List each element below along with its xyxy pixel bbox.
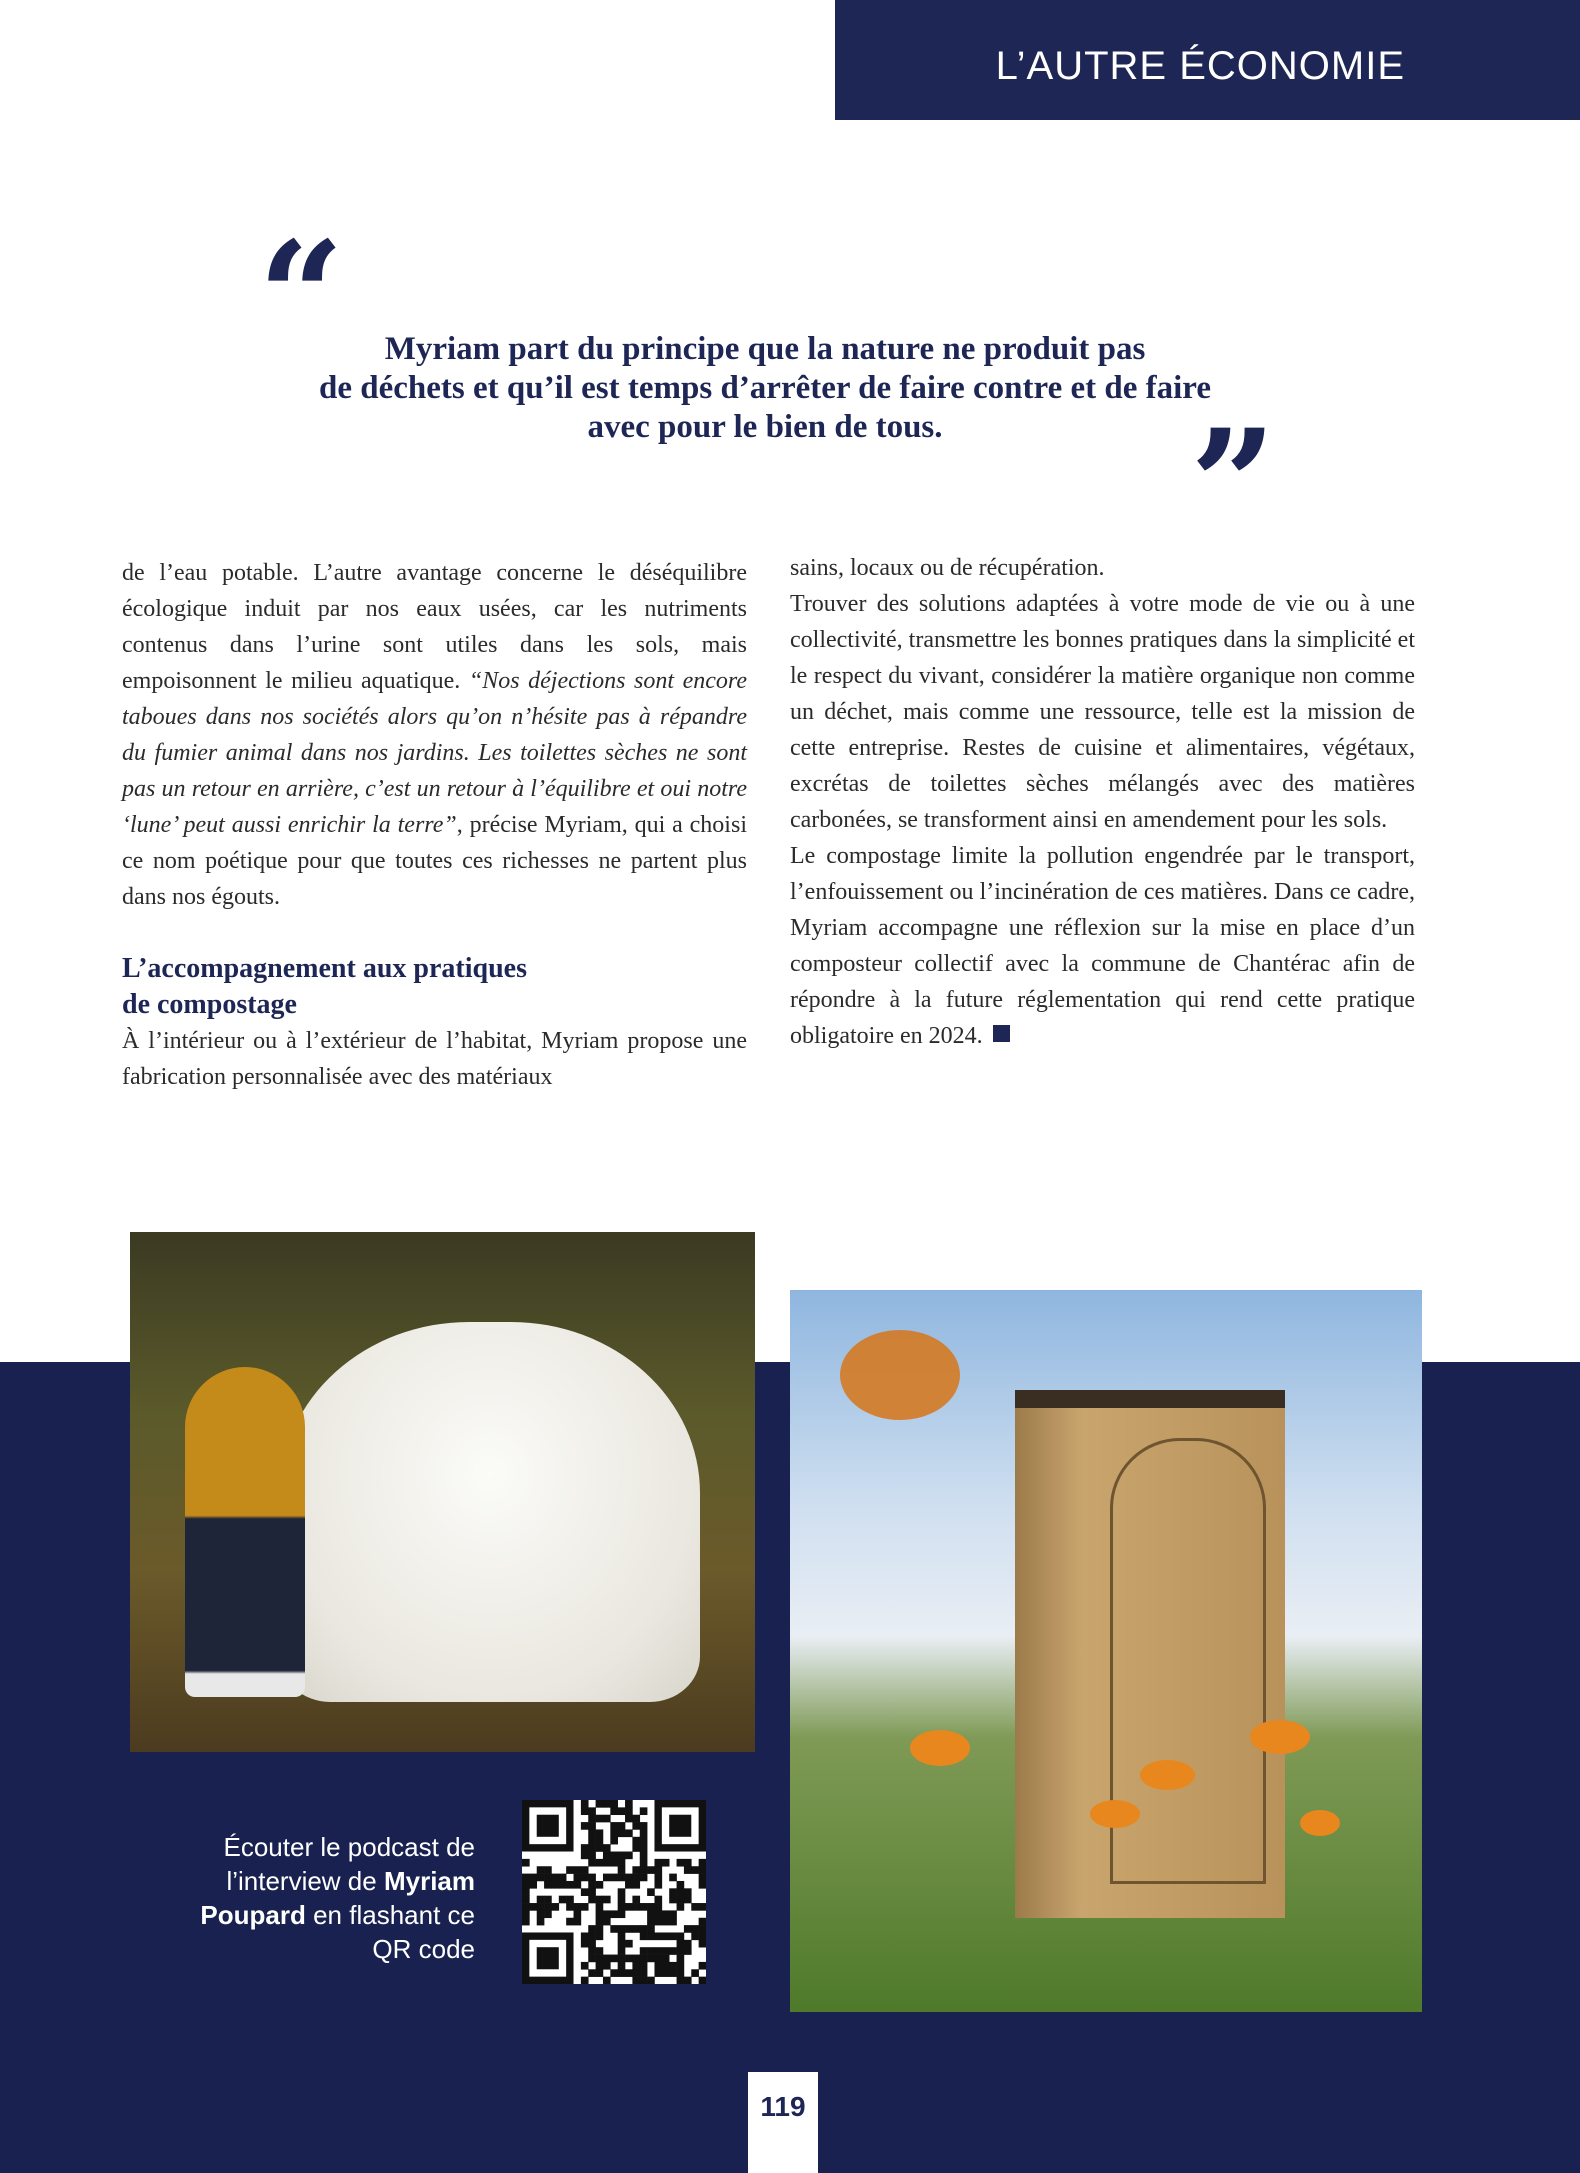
subheading-line-2: de compostage [122,989,297,1020]
podcast-caption-text: Écouter le podcast de l’interview de [223,1832,475,1896]
photo-woman-covering-composter [130,1232,755,1752]
page-number: 119 [748,2072,818,2173]
end-of-article-square-icon [993,1025,1010,1042]
white-sheet-shape [280,1322,700,1702]
wooden-cabin-shape [1015,1390,1285,1918]
paragraph [122,555,747,915]
article-subheading [122,951,747,1023]
poppy-flower-shape [910,1730,970,1766]
poppy-flower-shape [1300,1810,1340,1836]
section-banner [835,0,1580,120]
open-quote-mark-icon: “ [258,209,345,385]
quotation-italic: “Nos déjections sont encore taboues dans nos sociétés alors qu’on n’hésite pas à répandre du fumier animal dans nos jardins. Les toilettes sèches ne sont pas un retour en arrière, c’est un retour à l’équilibre et oui notre ‘lune’ peut aussi enrichir la terre” [122,668,747,838]
poppy-flower-shape [1250,1720,1310,1754]
paragraph: À l’intérieur ou à l’extérieur de l’habitat, Myriam propose une fabrication personnalisée avec des matériaux [122,1028,747,1090]
paragraph-text: de l’eau potable. L’autre avantage concerne le déséquilibre écologique induit par nos eaux usées, car les nutriments contenus dans l’urine sont utiles dans les sols, mais empoisonnent le milieu aquatique. [122,560,747,694]
qr-code-icon[interactable] [522,1800,706,1984]
photo-dry-toilet-cabin [790,1290,1422,2012]
article-column-left [122,555,747,1095]
poppy-flower-shape [840,1330,960,1420]
subheading-line-1: L’accompagnement aux pratiques [122,953,527,984]
pull-quote-line-1: Myriam part du principe que la nature ne produit pas [384,331,1146,367]
pull-quote-line-3: avec pour le bien de tous. [587,409,943,445]
close-quote-mark-icon: ” [1190,397,1277,573]
podcast-caption [155,1830,475,1966]
section-title: L’AUTRE ÉCONOMIE [995,44,1405,88]
paragraph-text: Le compostage limite la pollution engendrée par le transport, l’enfouissement ou l’incinération de ces matières. Dans ce cadre, Myriam accompagne une réflexion sur la mise en place d’un composteur collectif avec la commune de Chantérac afin de répondre à la future réglementation qui rend cette pratique obligatoire en 2024. [790,843,1415,1049]
paragraph: Trouver des solutions adaptées à votre mode de vie ou à une collectivité, transmettre les bonnes pratiques dans la simplicité et le respect du vivant, considérer la matière organique non comme un déchet, mais comme une ressource, telle est la mission de cette entreprise. Restes de cuisine et alimentaires, végétaux, excrétas de toilettes sèches mélangés avec des matières carbonées, se transforment ainsi en amendement pour les sols. [790,591,1415,833]
poppy-flower-shape [1090,1800,1140,1828]
podcast-caption-text: en flashant ce QR code [305,1900,475,1964]
pull-quote [250,330,1280,447]
poppy-flower-shape [1140,1760,1195,1790]
pull-quote-line-2: de déchets et qu’il est temps d’arrêter de faire contre et de faire [319,370,1211,406]
paragraph: sains, locaux ou de récupération. [790,555,1105,581]
article-column-right [790,550,1415,1054]
podcast-guest-name: Myriam Poupard [200,1866,475,1930]
paragraph-text: , précise Myriam, qui a choisi ce nom poétique pour que toutes ces richesses ne partent plus dans nos égouts. [122,812,747,910]
paragraph-last [790,838,1415,1054]
person-shape [185,1367,305,1697]
